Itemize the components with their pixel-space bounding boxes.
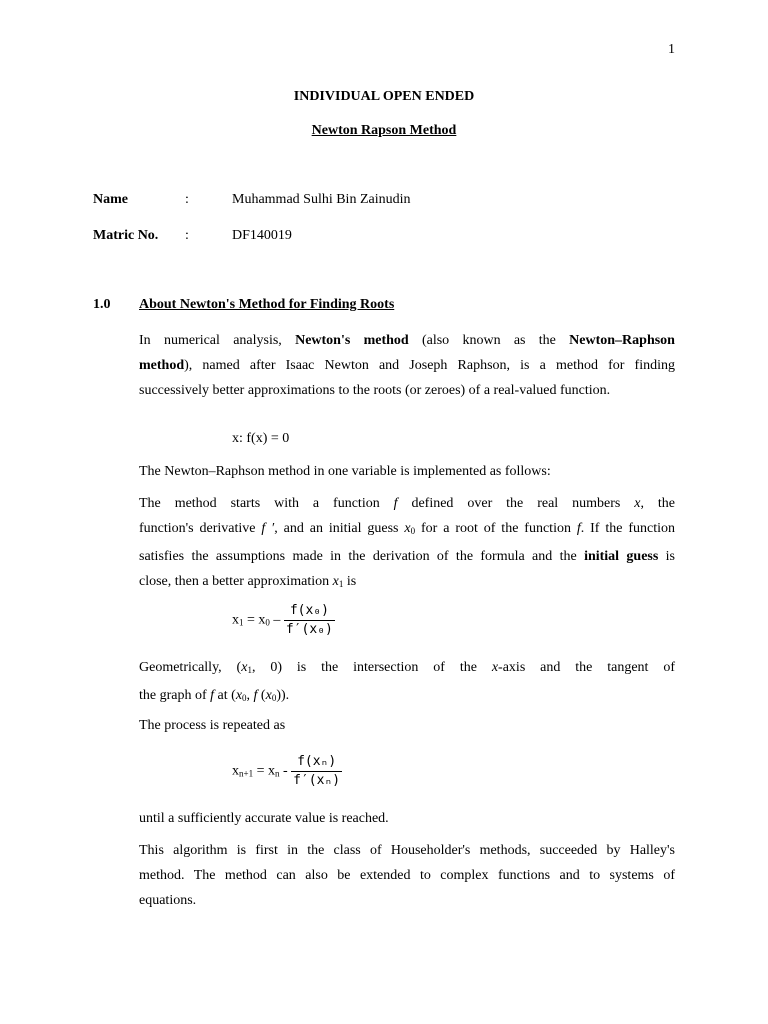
document-title: INDIVIDUAL OPEN ENDED <box>293 89 475 104</box>
function-f: f <box>393 496 398 511</box>
fraction <box>291 753 342 790</box>
function-f: f <box>576 521 581 536</box>
intro-line-2 <box>139 353 675 378</box>
method-paragraph <box>139 491 675 597</box>
function-f: f <box>210 688 215 703</box>
method-text: function's derivative <box>139 521 262 536</box>
subscript: 1 <box>239 617 244 628</box>
section-number: 1.0 <box>93 297 111 312</box>
method-text: satisfies the assumptions made in the derivation of the formula and the <box>139 549 585 564</box>
geom-text: at ( <box>214 688 236 703</box>
closing-line-1: This algorithm is first in the class of Householder's methods, succeeded by Halley's <box>139 843 675 858</box>
variable-x: x <box>491 660 499 675</box>
subtitle-text: Newton Rapson Method <box>311 123 457 138</box>
geom-text: Geometrically, ( <box>139 660 242 675</box>
eq-text: x <box>232 612 239 628</box>
root-equation: x: f(x) = 0 <box>232 431 290 446</box>
until-text: until a sufficiently accurate value is reached. <box>139 811 389 826</box>
method-line-2 <box>139 516 675 544</box>
intro-line-3: successively better approximations to the roots (or zeroes) of a real-valued function. <box>139 383 611 398</box>
intro-text: (also known as the <box>408 333 570 348</box>
variable-x: x <box>634 496 641 511</box>
fraction-denominator: f′(x₀) <box>285 622 333 637</box>
closing-line-3: equations. <box>139 893 197 908</box>
closing-line-2: method. The method can also be extended to complex functions and to systems of <box>139 868 675 883</box>
geometric-paragraph <box>139 655 675 711</box>
eq-text: – <box>269 612 284 628</box>
function-f: f <box>253 688 258 703</box>
term-method: method <box>139 358 185 373</box>
subscript: 1 <box>247 665 252 675</box>
term-initial-guess: initial guess <box>584 549 659 564</box>
fraction-numerator: f(x₀) <box>284 602 335 621</box>
method-text: . If the function <box>580 521 676 536</box>
variable-x0: x <box>235 688 243 703</box>
geom-text: -axis and the tangent of <box>498 660 675 675</box>
intro-text: In numerical analysis, <box>139 333 296 348</box>
subscript: n+1 <box>239 768 254 779</box>
document-subtitle <box>0 123 768 139</box>
matric-value: DF140019 <box>232 228 292 243</box>
method-line-1 <box>139 491 675 516</box>
intro-text: ), named after Isaac Newton and Joseph Raphson, is a method for finding <box>184 358 675 373</box>
eq-text: - <box>279 763 292 779</box>
variable-x1: x <box>332 574 339 589</box>
geom-text: , 0) is the intersection of the <box>251 660 492 675</box>
geom-text: , <box>246 688 254 703</box>
geom-text: )). <box>276 688 290 703</box>
method-line-3 <box>139 544 675 569</box>
section-title: About Newton's Method for Finding Roots <box>139 297 395 312</box>
matric-label: Matric No. <box>93 228 159 243</box>
matric-colon: : <box>185 228 189 243</box>
iteration-equation <box>232 753 342 790</box>
eq-text: = x <box>243 612 266 628</box>
page-number: 1 <box>668 42 675 57</box>
subscript: 0 <box>410 526 416 536</box>
subscript: 0 <box>265 617 270 628</box>
derivative-f: f ′ <box>261 521 275 536</box>
method-text: is <box>343 574 357 589</box>
term-newtons-method: Newton's method <box>295 333 409 348</box>
geom-text: ( <box>257 688 266 703</box>
method-line-4 <box>139 569 675 597</box>
method-text: , the <box>640 496 675 511</box>
method-text: , and an initial guess <box>274 521 405 536</box>
eq-text: = x <box>253 763 275 779</box>
method-text: The method starts with a function <box>139 496 394 511</box>
geom-line-2 <box>139 683 675 711</box>
implemented-text: The Newton–Raphson method in one variable is implemented as follows: <box>139 464 551 479</box>
method-text: for a root of the function <box>415 521 577 536</box>
method-text: close, then a better approximation <box>139 574 333 589</box>
intro-paragraph <box>139 328 675 403</box>
subscript: 0 <box>242 693 247 703</box>
geom-text: the graph of <box>139 688 211 703</box>
variable-x0: x <box>404 521 411 536</box>
geom-line-1 <box>139 655 675 683</box>
fraction-denominator: f′(xₙ) <box>293 773 341 788</box>
name-colon: : <box>185 192 189 207</box>
term-newton-raphson: Newton–Raphson <box>569 333 675 348</box>
repeated-text: The process is repeated as <box>139 718 286 733</box>
eq-text: x <box>232 763 239 779</box>
subscript: 1 <box>338 579 344 589</box>
newton-step-equation <box>232 602 335 639</box>
fraction-numerator: f(xₙ) <box>291 753 342 772</box>
variable-x1: x <box>241 660 248 675</box>
closing-paragraph <box>139 838 675 913</box>
intro-line-1 <box>139 328 675 353</box>
variable-x0: x <box>265 688 272 703</box>
method-text: defined over the real numbers <box>397 496 635 511</box>
name-label: Name <box>93 192 128 207</box>
name-value: Muhammad Sulhi Bin Zainudin <box>232 192 411 207</box>
fraction <box>284 602 335 639</box>
subscript: n <box>274 768 280 779</box>
method-text: is <box>658 549 675 564</box>
subscript: 0 <box>271 693 277 703</box>
